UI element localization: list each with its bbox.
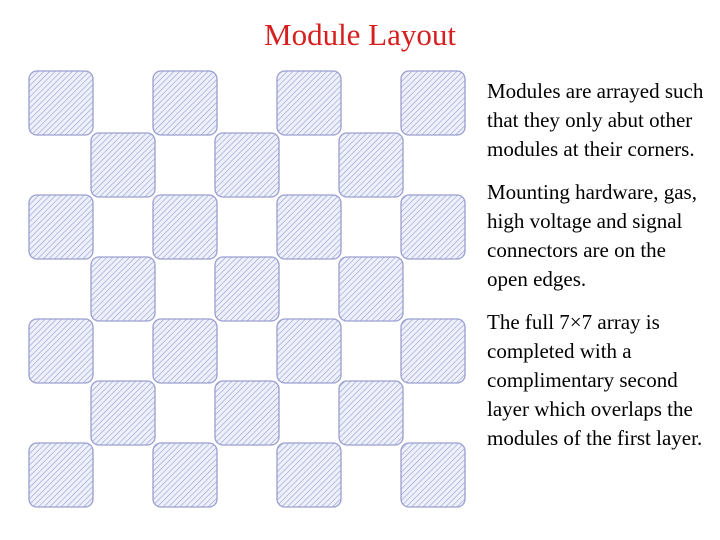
detector-module	[153, 195, 217, 259]
detector-module	[339, 133, 403, 197]
detector-module	[29, 195, 93, 259]
paragraph-1: Modules are arrayed such that they only abut other modules at their corners.	[487, 79, 704, 161]
detector-module	[215, 381, 279, 445]
paragraph-2: Mounting hardware, gas, high voltage and signal connectors are on the open edges.	[487, 180, 697, 291]
detector-module	[29, 319, 93, 383]
detector-module	[215, 133, 279, 197]
detector-module	[339, 381, 403, 445]
slide-title-text: Module Layout	[264, 17, 456, 52]
detector-module	[339, 257, 403, 321]
detector-module	[153, 71, 217, 135]
detector-module	[277, 195, 341, 259]
paragraph-3: The full 7×7 array is completed with a complimentary second layer which overlaps the modules of the first layer.	[487, 310, 703, 450]
detector-module	[29, 443, 93, 507]
detector-module	[401, 71, 465, 135]
detector-module	[277, 71, 341, 135]
detector-module	[153, 319, 217, 383]
detector-module	[91, 381, 155, 445]
detector-module	[29, 71, 93, 135]
slide-title	[0, 18, 720, 52]
module-grid	[29, 71, 465, 507]
detector-module	[401, 195, 465, 259]
module-layout-diagram	[28, 70, 470, 512]
detector-module	[153, 443, 217, 507]
detector-module	[401, 443, 465, 507]
detector-module	[91, 133, 155, 197]
description-text	[487, 77, 712, 453]
detector-module	[401, 319, 465, 383]
detector-module	[277, 319, 341, 383]
detector-module	[215, 257, 279, 321]
detector-module	[277, 443, 341, 507]
detector-module	[91, 257, 155, 321]
